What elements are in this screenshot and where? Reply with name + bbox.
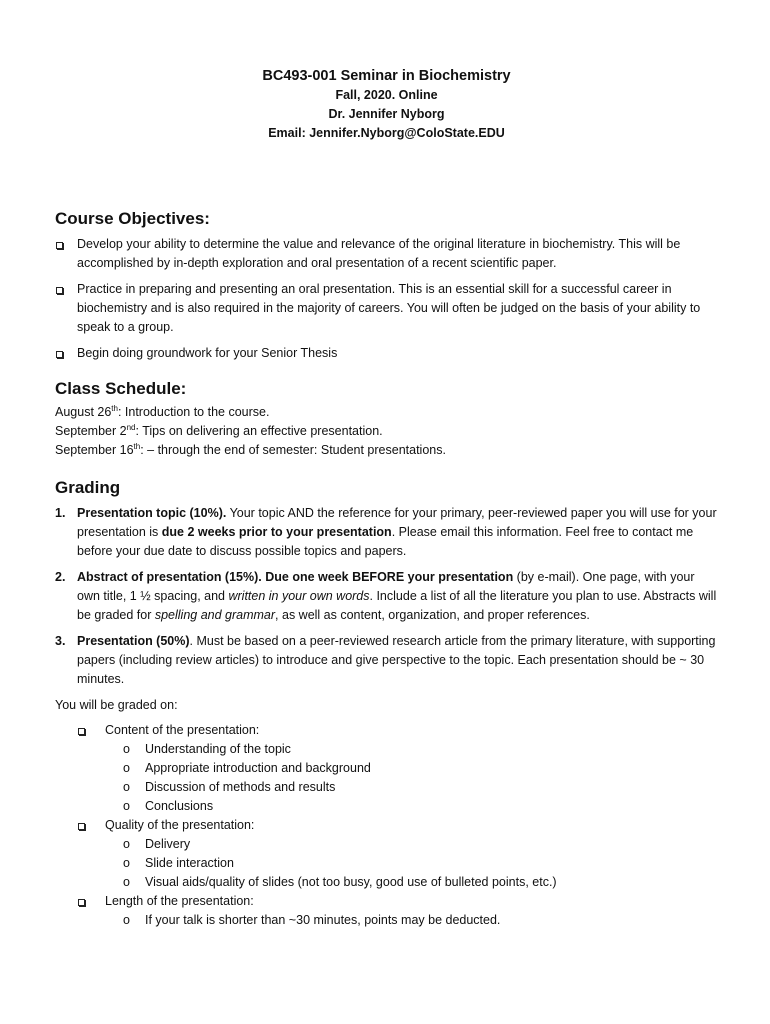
schedule-text: : Tips on delivering an effective presentation. (135, 424, 383, 438)
schedule-heading: Class Schedule: (55, 379, 187, 398)
subitem-text: Slide interaction (145, 856, 234, 870)
circle-bullet-icon: o (123, 913, 130, 927)
item-italic: spelling and grammar (154, 608, 276, 622)
item-text: (by e-mail). One page, with your own title, 1 ½ spacing, and (77, 570, 695, 603)
item-text: . Must be based on a peer-reviewed research article from the primary literature, with supporting papers (including review articles) to introduce and give perspective to the topic. Each presentation should be ~ 30 minutes. (77, 634, 716, 686)
item-emphasis: due 2 weeks prior to your presentation (161, 525, 392, 539)
item-number: 1. (55, 506, 66, 520)
item-emphasis: Due one week BEFORE your presentation (265, 570, 514, 584)
circle-bullet-icon: o (123, 742, 130, 756)
circle-bullet-icon: o (123, 875, 130, 889)
grading-heading: Grading (55, 478, 121, 497)
criteria-item (75, 721, 718, 816)
subitem-text: Understanding of the topic (145, 742, 291, 756)
criteria-list (75, 721, 718, 930)
item-text: . Please email this information. Feel free to contact me before your due date to discuss possible topics and papers. (77, 525, 694, 558)
criteria-subitem (123, 797, 718, 816)
item-text: . Include a list of all the literature you plan to use. Abstracts will be graded for (77, 589, 717, 622)
criteria-label: Length of the presentation: (105, 894, 254, 908)
schedule-item (55, 441, 718, 460)
schedule-item (55, 422, 718, 441)
course-title: BC493-001 Seminar in Biochemistry (262, 68, 511, 84)
course-term: Fall, 2020. Online (335, 88, 438, 102)
schedule-section (55, 377, 718, 460)
objectives-list (55, 235, 718, 363)
grading-list (55, 504, 718, 689)
item-title: Presentation (50%) (77, 634, 190, 648)
circle-bullet-icon: o (123, 799, 130, 813)
objective-item: Develop your ability to determine the value and relevance of the original literature in biochemistry. This will be accomplished by in-depth exploration and oral presentation of a recent scientific paper. (55, 235, 718, 273)
grading-section (55, 476, 718, 930)
criteria-subitem (123, 854, 718, 873)
item-text: Your topic AND the reference for your primary, peer-reviewed paper you will use for your presentation is (77, 506, 717, 539)
criteria-subitem (123, 835, 718, 854)
schedule-date: September 2 (55, 424, 127, 438)
document-header (55, 66, 718, 143)
item-number: 3. (55, 634, 66, 648)
subitem-text: Conclusions (145, 799, 214, 813)
objectives-section (55, 207, 718, 363)
subitem-text: Appropriate introduction and background (145, 761, 371, 775)
graded-on-label: You will be graded on: (55, 698, 178, 712)
item-title: Presentation topic (10%). (77, 506, 227, 520)
schedule-item (55, 403, 718, 422)
circle-bullet-icon: o (123, 856, 130, 870)
date-suffix: th (133, 441, 141, 451)
criteria-sublist (105, 740, 718, 816)
circle-bullet-icon: o (123, 761, 130, 775)
criteria-sublist (105, 835, 718, 892)
schedule-text: : Introduction to the course. (117, 405, 270, 419)
circle-bullet-icon: o (123, 780, 130, 794)
criteria-subitem (123, 873, 718, 892)
grading-item (55, 504, 718, 561)
date-suffix: nd (126, 422, 136, 432)
criteria-item (75, 816, 718, 892)
circle-bullet-icon: o (123, 837, 130, 851)
objective-item: Practice in preparing and presenting an oral presentation. This is an essential skill for a successful career in biochemistry and is also required in the majority of careers. You will often be judged on the basis of your ability to speak to a group. (55, 280, 718, 337)
instructor-email: Email: Jennifer.Nyborg@ColoState.EDU (268, 126, 505, 140)
schedule-list (55, 403, 718, 460)
criteria-subitem (123, 759, 718, 778)
criteria-label: Quality of the presentation: (105, 818, 255, 832)
item-number: 2. (55, 570, 66, 584)
item-separator: . (258, 570, 266, 584)
objective-item: Begin doing groundwork for your Senior Thesis (55, 344, 718, 363)
subitem-text: Visual aids/quality of slides (not too busy, good use of bulleted points, etc.) (145, 875, 557, 889)
subitem-text: Discussion of methods and results (145, 780, 336, 794)
criteria-subitem (123, 778, 718, 797)
date-suffix: th (111, 403, 118, 413)
grading-item (55, 568, 718, 625)
objectives-heading: Course Objectives: (55, 209, 210, 228)
criteria-sublist (105, 911, 718, 930)
item-title: Abstract of presentation (15%) (77, 570, 259, 584)
schedule-text: : – through the end of semester: Student presentations. (140, 443, 446, 457)
instructor-name: Dr. Jennifer Nyborg (328, 107, 445, 121)
schedule-date: September 16 (55, 443, 134, 457)
schedule-date: August 26 (55, 405, 112, 419)
criteria-label: Content of the presentation: (105, 723, 260, 737)
subitem-text: Delivery (145, 837, 191, 851)
item-text: , as well as content, organization, and proper references. (275, 608, 590, 622)
subitem-text: If your talk is shorter than ~30 minutes, points may be deducted. (145, 913, 501, 927)
criteria-subitem (123, 911, 718, 930)
criteria-item (75, 892, 718, 930)
item-italic: written in your own words (228, 589, 370, 603)
grading-item (55, 632, 718, 689)
criteria-subitem (123, 740, 718, 759)
